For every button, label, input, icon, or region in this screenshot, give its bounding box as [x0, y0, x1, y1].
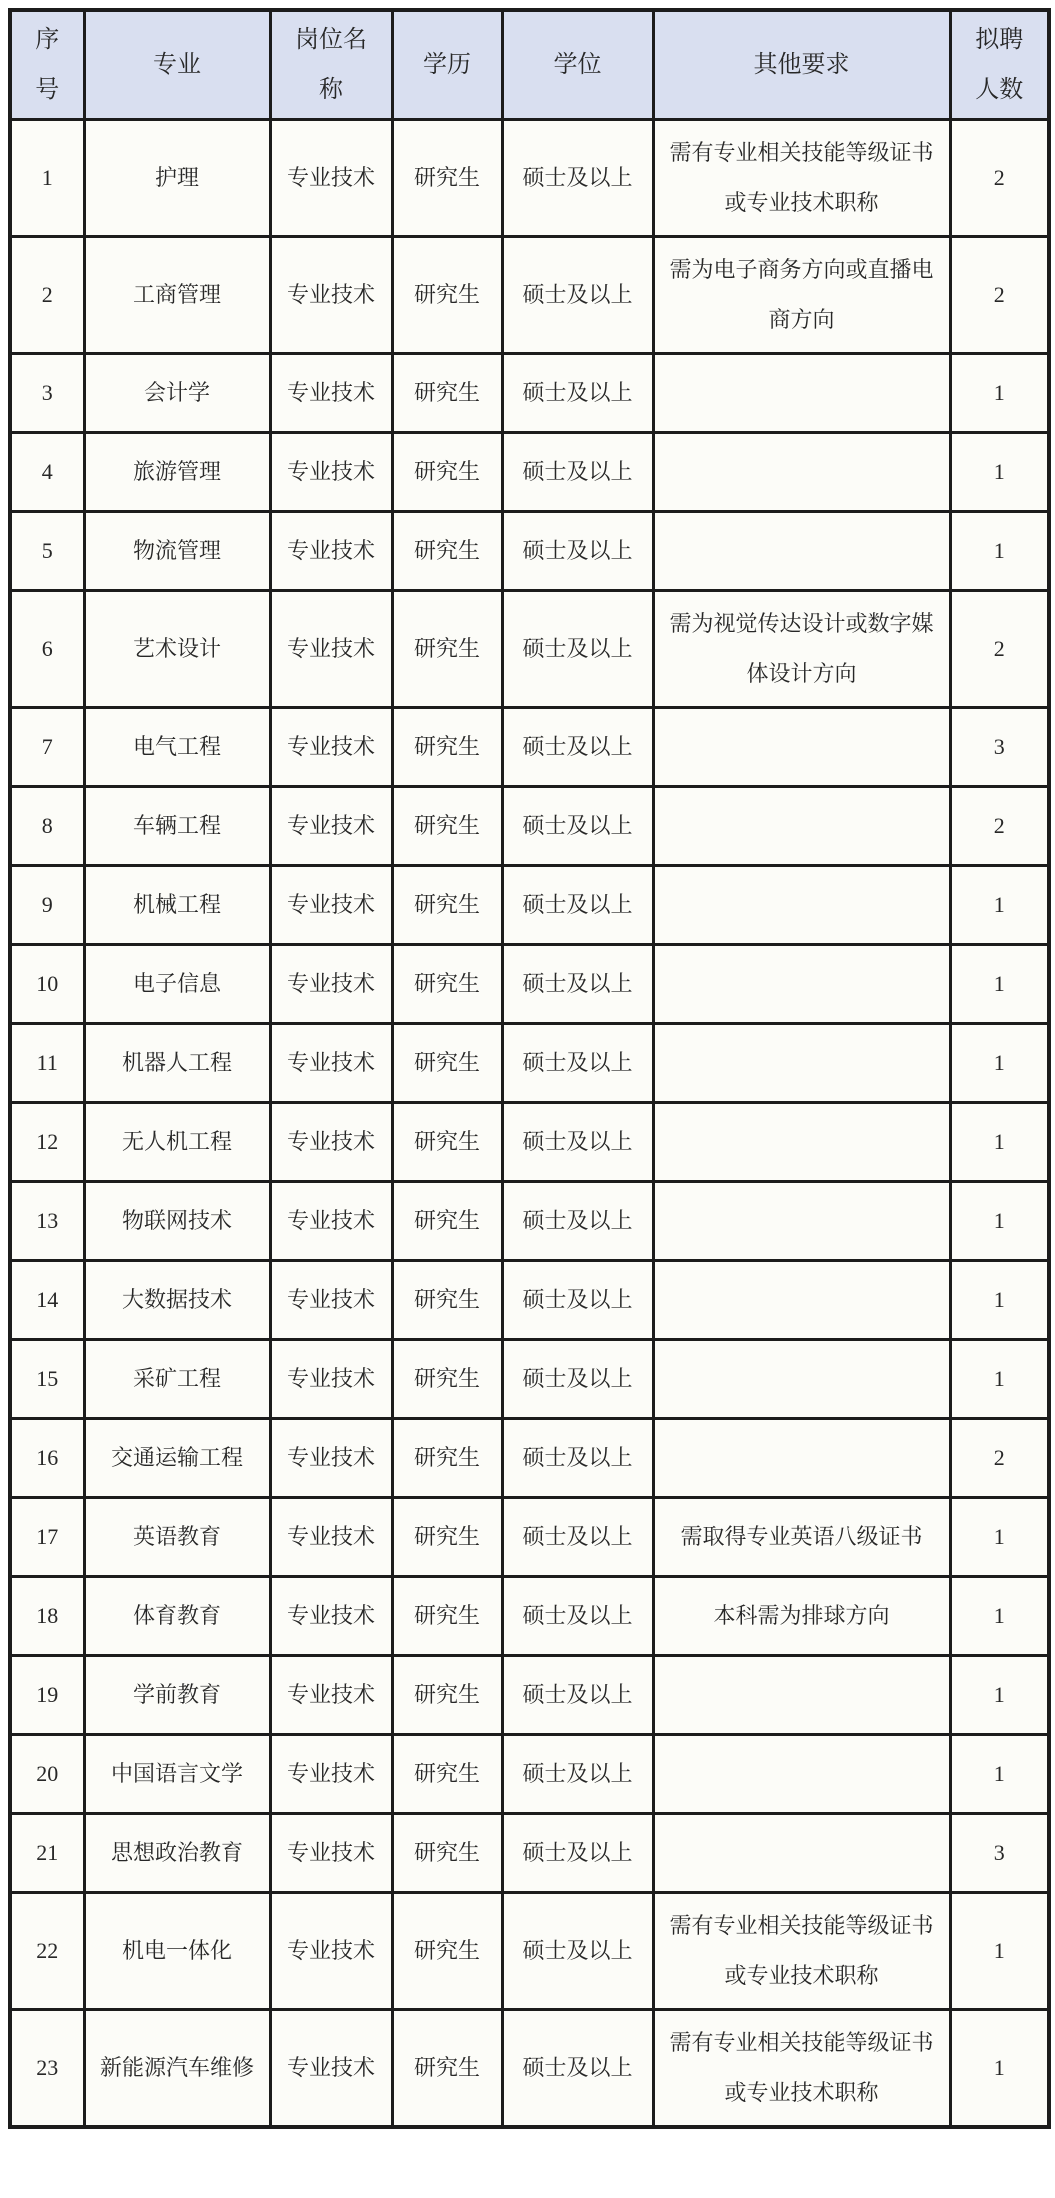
cell-position: 专业技术 [270, 2010, 392, 2128]
cell-position: 专业技术 [270, 591, 392, 708]
cell-major: 英语教育 [84, 1498, 270, 1577]
cell-degree: 硕士及以上 [502, 1577, 653, 1656]
cell-index: 3 [10, 354, 84, 433]
cell-major: 大数据技术 [84, 1261, 270, 1340]
table-row [10, 433, 1049, 512]
cell-requirements: 需有专业相关技能等级证书或专业技术职称 [653, 2010, 950, 2128]
cell-headcount: 2 [950, 120, 1049, 237]
cell-degree: 硕士及以上 [502, 512, 653, 591]
cell-headcount: 2 [950, 787, 1049, 866]
cell-headcount: 2 [950, 237, 1049, 354]
cell-degree: 硕士及以上 [502, 1656, 653, 1735]
table-body [10, 120, 1049, 2128]
cell-degree: 硕士及以上 [502, 866, 653, 945]
cell-education: 研究生 [392, 708, 502, 787]
header-cell-major: 专业 [84, 10, 270, 120]
cell-degree: 硕士及以上 [502, 1735, 653, 1814]
cell-requirements [653, 1656, 950, 1735]
table-row [10, 237, 1049, 354]
cell-degree: 硕士及以上 [502, 1182, 653, 1261]
cell-headcount: 1 [950, 1656, 1049, 1735]
cell-major: 新能源汽车维修 [84, 2010, 270, 2128]
cell-position: 专业技术 [270, 1103, 392, 1182]
table-row [10, 1419, 1049, 1498]
cell-requirements [653, 354, 950, 433]
cell-index: 6 [10, 591, 84, 708]
cell-headcount: 1 [950, 1735, 1049, 1814]
cell-position: 专业技术 [270, 1419, 392, 1498]
cell-index: 22 [10, 1893, 84, 2010]
table-row [10, 1182, 1049, 1261]
cell-position: 专业技术 [270, 1814, 392, 1893]
cell-position: 专业技术 [270, 1577, 392, 1656]
cell-headcount: 3 [950, 1814, 1049, 1893]
table-row [10, 787, 1049, 866]
cell-headcount: 1 [950, 1024, 1049, 1103]
table-row [10, 1893, 1049, 2010]
cell-education: 研究生 [392, 1024, 502, 1103]
cell-degree: 硕士及以上 [502, 1419, 653, 1498]
cell-major: 物流管理 [84, 512, 270, 591]
cell-education: 研究生 [392, 591, 502, 708]
cell-requirements [653, 512, 950, 591]
table-row [10, 354, 1049, 433]
table-row [10, 120, 1049, 237]
cell-major: 中国语言文学 [84, 1735, 270, 1814]
cell-requirements [653, 1419, 950, 1498]
cell-headcount: 1 [950, 866, 1049, 945]
table-row [10, 1103, 1049, 1182]
cell-education: 研究生 [392, 1893, 502, 2010]
cell-headcount: 1 [950, 1340, 1049, 1419]
cell-position: 专业技术 [270, 433, 392, 512]
cell-requirements [653, 1182, 950, 1261]
cell-major: 机械工程 [84, 866, 270, 945]
cell-education: 研究生 [392, 1498, 502, 1577]
cell-position: 专业技术 [270, 1656, 392, 1735]
cell-headcount: 2 [950, 591, 1049, 708]
cell-education: 研究生 [392, 237, 502, 354]
cell-major: 电子信息 [84, 945, 270, 1024]
table-row [10, 1656, 1049, 1735]
cell-headcount: 1 [950, 1261, 1049, 1340]
cell-headcount: 1 [950, 512, 1049, 591]
cell-index: 10 [10, 945, 84, 1024]
header-cell-headcount: 拟聘人数 [950, 10, 1049, 120]
cell-degree: 硕士及以上 [502, 354, 653, 433]
cell-position: 专业技术 [270, 1735, 392, 1814]
cell-education: 研究生 [392, 1419, 502, 1498]
cell-requirements [653, 708, 950, 787]
cell-requirements: 需取得专业英语八级证书 [653, 1498, 950, 1577]
cell-index: 2 [10, 237, 84, 354]
cell-headcount: 1 [950, 1893, 1049, 2010]
table-row [10, 1498, 1049, 1577]
cell-major: 机电一体化 [84, 1893, 270, 2010]
header-cell-index: 序号 [10, 10, 84, 120]
recruitment-table [8, 8, 1051, 2129]
cell-requirements [653, 433, 950, 512]
cell-requirements [653, 787, 950, 866]
cell-major: 护理 [84, 120, 270, 237]
cell-major: 会计学 [84, 354, 270, 433]
cell-headcount: 1 [950, 1103, 1049, 1182]
cell-major: 机器人工程 [84, 1024, 270, 1103]
cell-major: 物联网技术 [84, 1182, 270, 1261]
cell-education: 研究生 [392, 1182, 502, 1261]
cell-index: 9 [10, 866, 84, 945]
cell-index: 13 [10, 1182, 84, 1261]
table-row [10, 591, 1049, 708]
cell-education: 研究生 [392, 1735, 502, 1814]
header-cell-position: 岗位名称 [270, 10, 392, 120]
cell-education: 研究生 [392, 945, 502, 1024]
table-row [10, 1261, 1049, 1340]
cell-position: 专业技术 [270, 1182, 392, 1261]
cell-degree: 硕士及以上 [502, 237, 653, 354]
cell-index: 20 [10, 1735, 84, 1814]
cell-position: 专业技术 [270, 1498, 392, 1577]
cell-position: 专业技术 [270, 120, 392, 237]
cell-education: 研究生 [392, 1103, 502, 1182]
cell-headcount: 1 [950, 1182, 1049, 1261]
header-cell-requirements: 其他要求 [653, 10, 950, 120]
table-row [10, 1735, 1049, 1814]
cell-major: 无人机工程 [84, 1103, 270, 1182]
cell-major: 学前教育 [84, 1656, 270, 1735]
table-row [10, 2010, 1049, 2128]
cell-headcount: 1 [950, 1498, 1049, 1577]
cell-index: 21 [10, 1814, 84, 1893]
table-row [10, 866, 1049, 945]
cell-major: 艺术设计 [84, 591, 270, 708]
cell-position: 专业技术 [270, 866, 392, 945]
cell-education: 研究生 [392, 1577, 502, 1656]
cell-education: 研究生 [392, 787, 502, 866]
cell-index: 19 [10, 1656, 84, 1735]
cell-index: 14 [10, 1261, 84, 1340]
cell-education: 研究生 [392, 1261, 502, 1340]
cell-education: 研究生 [392, 354, 502, 433]
table-row [10, 1814, 1049, 1893]
cell-degree: 硕士及以上 [502, 945, 653, 1024]
cell-headcount: 1 [950, 2010, 1049, 2128]
table-row [10, 1024, 1049, 1103]
cell-education: 研究生 [392, 1656, 502, 1735]
cell-education: 研究生 [392, 433, 502, 512]
cell-requirements [653, 1814, 950, 1893]
cell-degree: 硕士及以上 [502, 2010, 653, 2128]
cell-requirements [653, 1103, 950, 1182]
cell-major: 旅游管理 [84, 433, 270, 512]
cell-position: 专业技术 [270, 1340, 392, 1419]
table-row [10, 512, 1049, 591]
cell-headcount: 3 [950, 708, 1049, 787]
cell-headcount: 2 [950, 1419, 1049, 1498]
cell-degree: 硕士及以上 [502, 1893, 653, 2010]
cell-headcount: 1 [950, 433, 1049, 512]
cell-degree: 硕士及以上 [502, 708, 653, 787]
cell-position: 专业技术 [270, 787, 392, 866]
cell-degree: 硕士及以上 [502, 1814, 653, 1893]
cell-major: 思想政治教育 [84, 1814, 270, 1893]
cell-requirements [653, 866, 950, 945]
cell-degree: 硕士及以上 [502, 1103, 653, 1182]
cell-education: 研究生 [392, 1814, 502, 1893]
cell-education: 研究生 [392, 120, 502, 237]
cell-index: 8 [10, 787, 84, 866]
cell-major: 交通运输工程 [84, 1419, 270, 1498]
cell-position: 专业技术 [270, 945, 392, 1024]
cell-requirements: 需为电子商务方向或直播电商方向 [653, 237, 950, 354]
cell-headcount: 1 [950, 945, 1049, 1024]
cell-degree: 硕士及以上 [502, 1261, 653, 1340]
header-cell-education: 学历 [392, 10, 502, 120]
cell-index: 23 [10, 2010, 84, 2128]
cell-requirements: 需有专业相关技能等级证书或专业技术职称 [653, 1893, 950, 2010]
cell-index: 18 [10, 1577, 84, 1656]
cell-degree: 硕士及以上 [502, 1340, 653, 1419]
cell-requirements [653, 1340, 950, 1419]
cell-position: 专业技术 [270, 1024, 392, 1103]
cell-requirements: 需为视觉传达设计或数字媒体设计方向 [653, 591, 950, 708]
cell-degree: 硕士及以上 [502, 1024, 653, 1103]
cell-position: 专业技术 [270, 708, 392, 787]
cell-headcount: 1 [950, 354, 1049, 433]
cell-index: 4 [10, 433, 84, 512]
cell-requirements [653, 1261, 950, 1340]
cell-index: 12 [10, 1103, 84, 1182]
cell-education: 研究生 [392, 2010, 502, 2128]
table-header-row [10, 10, 1049, 120]
cell-requirements [653, 1024, 950, 1103]
header-cell-degree: 学位 [502, 10, 653, 120]
cell-major: 电气工程 [84, 708, 270, 787]
cell-position: 专业技术 [270, 237, 392, 354]
cell-headcount: 1 [950, 1577, 1049, 1656]
cell-requirements: 需有专业相关技能等级证书或专业技术职称 [653, 120, 950, 237]
table-row [10, 1577, 1049, 1656]
cell-education: 研究生 [392, 1340, 502, 1419]
cell-index: 11 [10, 1024, 84, 1103]
cell-index: 5 [10, 512, 84, 591]
cell-major: 车辆工程 [84, 787, 270, 866]
cell-major: 体育教育 [84, 1577, 270, 1656]
cell-position: 专业技术 [270, 354, 392, 433]
cell-index: 17 [10, 1498, 84, 1577]
cell-index: 16 [10, 1419, 84, 1498]
cell-degree: 硕士及以上 [502, 591, 653, 708]
table-row [10, 1340, 1049, 1419]
cell-major: 采矿工程 [84, 1340, 270, 1419]
cell-degree: 硕士及以上 [502, 1498, 653, 1577]
cell-index: 1 [10, 120, 84, 237]
cell-degree: 硕士及以上 [502, 120, 653, 237]
cell-degree: 硕士及以上 [502, 787, 653, 866]
cell-major: 工商管理 [84, 237, 270, 354]
table-header [10, 10, 1049, 120]
cell-degree: 硕士及以上 [502, 433, 653, 512]
cell-education: 研究生 [392, 512, 502, 591]
table-row [10, 708, 1049, 787]
cell-requirements [653, 945, 950, 1024]
cell-position: 专业技术 [270, 1261, 392, 1340]
cell-index: 7 [10, 708, 84, 787]
cell-index: 15 [10, 1340, 84, 1419]
cell-position: 专业技术 [270, 512, 392, 591]
cell-requirements [653, 1735, 950, 1814]
cell-education: 研究生 [392, 866, 502, 945]
cell-requirements: 本科需为排球方向 [653, 1577, 950, 1656]
table-row [10, 945, 1049, 1024]
cell-position: 专业技术 [270, 1893, 392, 2010]
